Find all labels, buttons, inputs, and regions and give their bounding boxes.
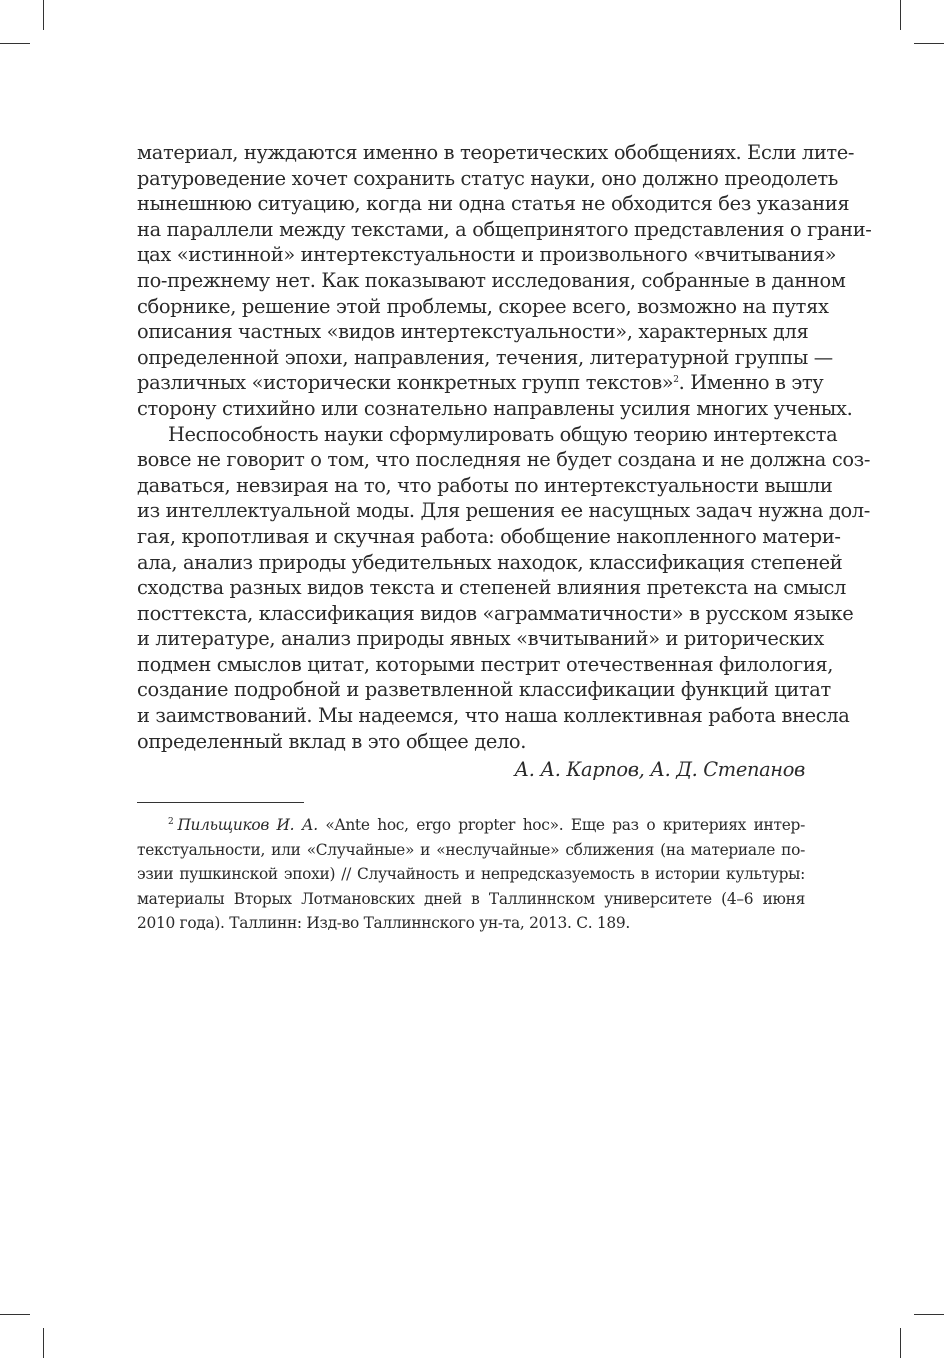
text-line: даваться, невзирая на то, что работы по интертекстуальности вышли (137, 473, 833, 497)
footnote-line: эзии пушкинской эпохи) // Случайность и непредсказуемость в истории культуры: (137, 865, 805, 884)
text-line: вовсе не говорит о том, что последняя не будет создана и не должна соз- (137, 448, 871, 472)
crop-mark (43, 1328, 44, 1358)
text-line: сборнике, решение этой проблемы, скорее всего, возможно на путях (137, 294, 829, 318)
page-body (137, 140, 872, 936)
footnote-author: Пильщиков И. А. (177, 816, 318, 835)
paragraph-1 (137, 140, 872, 422)
text-line: ратуроведение хочет сохранить статус науки, оно должно преодолеть (137, 166, 838, 190)
text-fragment: «Ante hoc, ergo propter hoc». Еще раз о критериях интер- (317, 816, 805, 835)
text-line: материал, нуждаются именно в теоретических обобщениях. Если лите- (137, 141, 855, 164)
crop-mark (914, 43, 944, 44)
footnote-line (137, 813, 805, 838)
text-line: сходства разных видов текста и степеней влияния претекста на смысл (137, 576, 847, 600)
text-line: по-прежнему нет. Как показывают исследования, собранные в данном (137, 268, 846, 292)
text-line: на параллели между текстами, а общепринятого представления о грани- (137, 217, 872, 241)
text-line: и заимствований. Мы надеемся, что наша коллективная работа внесла (137, 704, 850, 728)
text-line: подмен смыслов цитат, которыми пестрит отечественная филология, (137, 652, 834, 676)
text-line: определенной эпохи, направления, течения, литературной группы — (137, 345, 833, 369)
text-line: ала, анализ природы убедительных находок, классификация степеней (137, 550, 843, 574)
footnote (137, 813, 805, 936)
text-line: описания частных «видов интертекстуальности», характерных для (137, 320, 809, 344)
footnote-line: 2010 года). Таллинн: Изд-во Таллиннского ун-та, 2013. С. 189. (137, 914, 630, 933)
text-fragment: . Именно в эту (678, 371, 824, 395)
text-line: из интеллектуальной моды. Для решения ее насущных задач нужна дол- (137, 499, 870, 523)
paragraph-2 (137, 422, 871, 755)
crop-mark (900, 1328, 901, 1358)
text-line: нынешнюю ситуацию, когда ни одна статья не обходится без указания (137, 192, 850, 216)
text-fragment: различных «исторически конкретных групп текстов» (137, 371, 674, 395)
text-line: определенный вклад в это общее дело. (137, 729, 527, 753)
text-line: посттекста, классификация видов «аграмматичности» в русском языке (137, 601, 854, 625)
text-line: гая, кропотливая и скучная работа: обобщение накопленного матери- (137, 524, 841, 548)
text-line: сторону стихийно или сознательно направлены усилия многих ученых. (137, 396, 853, 420)
footnote-line: материалы Вторых Лотмановских дней в Таллиннском университете (4–6 июня (137, 889, 805, 908)
author-signature: А. А. Карпов, А. Д. Степанов (514, 758, 805, 782)
text-line: Неспособность науки сформулировать общую теорию интертекста (168, 422, 838, 446)
crop-mark (900, 0, 901, 30)
text-line (137, 370, 824, 396)
text-line: цах «истинной» интертекстуальности и произвольного «вчитывания» (137, 243, 837, 267)
crop-mark (43, 0, 44, 30)
crop-mark (0, 1314, 30, 1315)
footnote-divider (137, 802, 304, 803)
crop-mark (0, 43, 30, 44)
footnote-number: 2 (168, 817, 174, 828)
footnote-line: текстуальности, или «Случайные» и «неслучайные» сближения (на материале по- (137, 840, 805, 859)
text-line: создание подробной и разветвленной классификации функций цитат (137, 678, 831, 702)
crop-mark (914, 1314, 944, 1315)
text-line: и литературе, анализ природы явных «вчитываний» и риторических (137, 627, 824, 651)
footnote-reference[interactable]: 2 (673, 375, 679, 386)
